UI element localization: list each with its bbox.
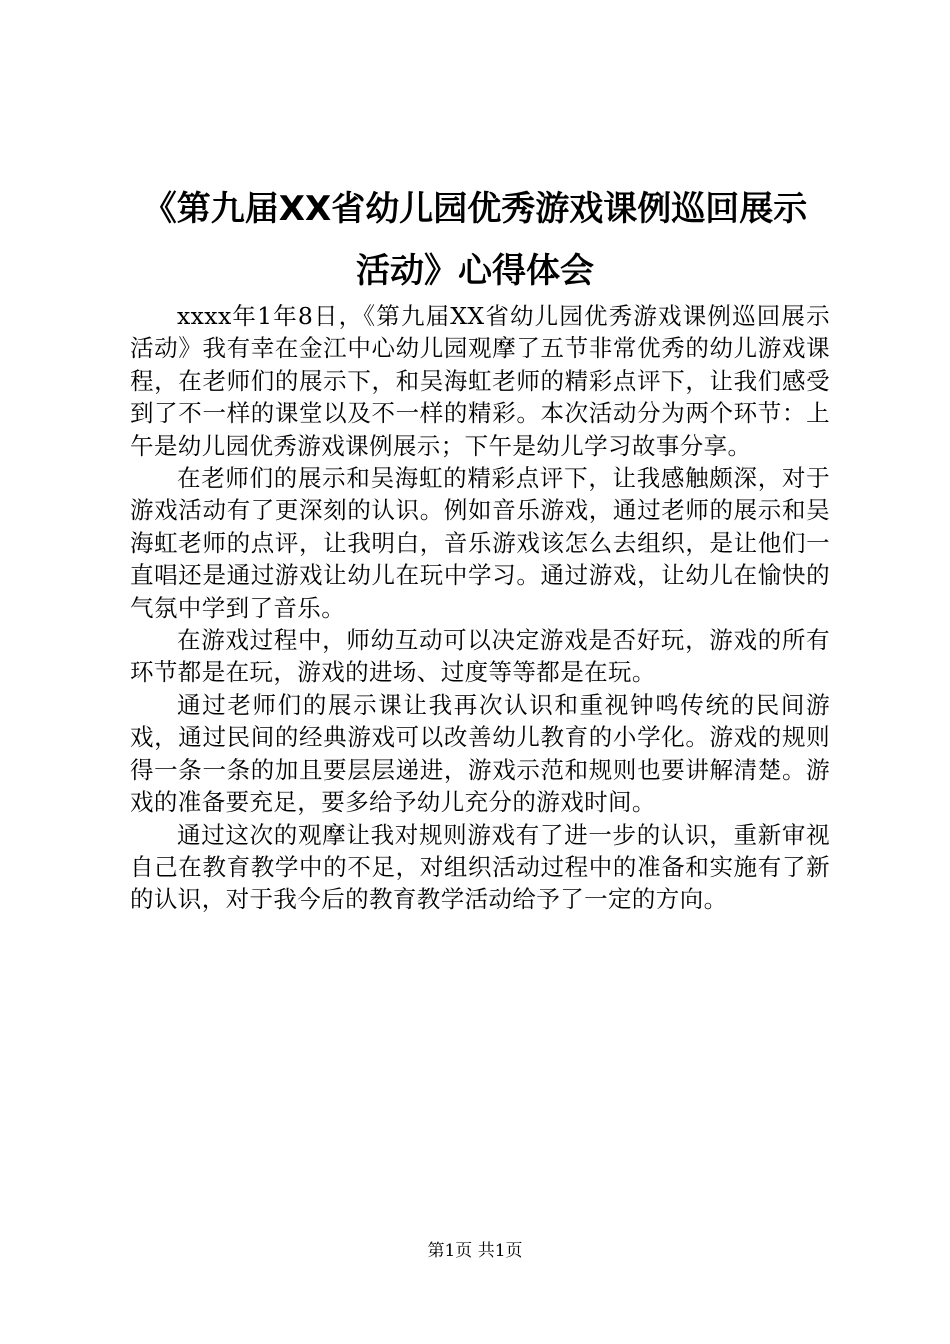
paragraph: 在游戏过程中，师幼互动可以决定游戏是否好玩，游戏的所有环节都是在玩，游戏的进场、过度等等都是在玩。 xyxy=(130,626,830,687)
document-title-line-2: 活动》心得体会 xyxy=(356,251,594,291)
paragraph: 通过老师们的展示课让我再次认识和重视钟鸣传统的民间游戏，通过民间的经典游戏可以改善幼儿教育的小学化。游戏的规则得一条一条的加且要层层递进，游戏示范和规则也要讲解清楚。游戏的准备要充足，要多给予幼儿充分的游戏时间。 xyxy=(130,690,830,817)
paragraph: 通过这次的观摩让我对规则游戏有了进一步的认识，重新审视自己在教育教学中的不足，对组织活动过程中的准备和实施有了新的认识，对于我今后的教育教学活动给予了一定的方向。 xyxy=(130,820,830,914)
document-title-line-1: 《第九届XX省幼儿园优秀游戏课例巡回展示 xyxy=(142,189,808,229)
document-body xyxy=(130,300,830,916)
page-footer: 第1页 共1页 xyxy=(427,1241,523,1261)
paragraph: 在老师们的展示和吴海虹的精彩点评下，让我感触颇深，对于游戏活动有了更深刻的认识。例如音乐游戏，通过老师的展示和吴海虹老师的点评，让我明白，音乐游戏该怎么去组织，是让他们一直唱还是通过游戏让幼儿在玩中学习。通过游戏，让幼儿在愉快的气氛中学到了音乐。 xyxy=(130,464,830,622)
paragraph: xxxx年1年8日，《第九届XX省幼儿园优秀游戏课例巡回展示活动》我有幸在金江中心幼儿园观摩了五节非常优秀的幼儿游戏课程，在老师们的展示下，和吴海虹老师的精彩点评下，让我们感受到了不一样的课堂以及不一样的精彩。本次活动分为两个环节：上午是幼儿园优秀游戏课例展示；下午是幼儿学习故事分享。 xyxy=(130,302,830,460)
